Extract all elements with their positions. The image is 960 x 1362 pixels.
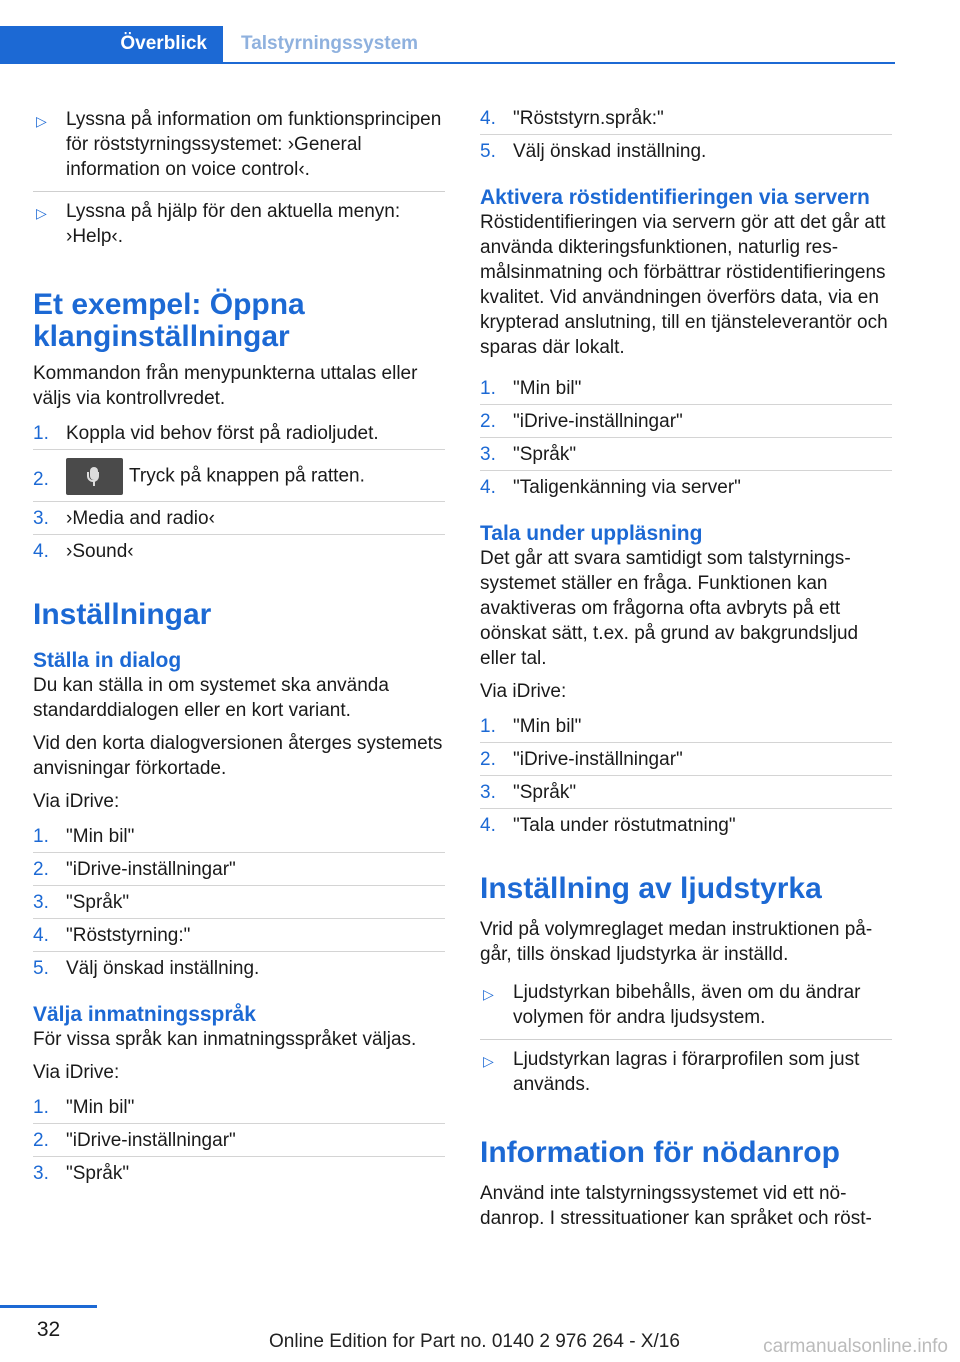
dialog-steps xyxy=(33,820,445,984)
continued-steps xyxy=(480,102,892,167)
paragraph-dialog-1: Du kan ställa in om systemet ska använda standarddialogen eller en kort variant. xyxy=(33,675,389,721)
heading-emergency: Information för nödanrop xyxy=(480,1136,840,1169)
heading-dialog: Ställa in dialog xyxy=(33,649,182,672)
online-edition-note: Online Edition for Part no. 0140 2 976 264 - X/16 xyxy=(269,1331,680,1352)
server-steps xyxy=(480,372,892,503)
right-column xyxy=(480,100,892,1231)
paragraph-server-recognition: Röstidentifieringen via servern gör att det går att använda dikteringsfunktionen, naturlig resmålsinmatning och förbättrar röstidentifieringens kvalitet. Vid användningen överförs data, via en krypterad anslutning, till en tjänsteleverantör och sparas där lokalt. xyxy=(480,212,888,358)
heading-input-language: Välja inmatningsspråk xyxy=(33,1003,256,1026)
footer-divider xyxy=(0,1305,97,1308)
triangle-right-icon: ▷ xyxy=(483,986,494,1002)
list-item: 2. "iDrive-inställningar" xyxy=(33,853,445,886)
list-item: ▷ Lyssna på information om funktionsprincipen för röststyrningssystemet: ›General information on voice control‹. xyxy=(33,100,445,192)
list-item: 4. "Röststyrning:" xyxy=(33,919,445,952)
input-steps xyxy=(33,1091,445,1189)
list-item: 2. Tryck på knappen på ratten. xyxy=(33,450,445,502)
list-item: 2. "iDrive-inställningar" xyxy=(33,1124,445,1157)
heading-server-recognition: Aktivera röstidentifieringen via servern xyxy=(480,186,870,209)
header-tabbar xyxy=(0,26,895,64)
talk-steps xyxy=(480,710,892,841)
list-item: 1. "Min bil" xyxy=(33,1091,445,1124)
list-item: ▷ Ljudstyrkan bibehålls, även om du ändrar volymen för andra ljudsystem. xyxy=(480,973,892,1040)
list-item: 1. "Min bil" xyxy=(480,710,892,743)
heading-settings: Inställningar xyxy=(33,598,212,631)
list-item: 3. ›Media and radio‹ xyxy=(33,502,445,535)
microphone-button-image xyxy=(66,458,123,495)
list-item: 1. "Min bil" xyxy=(480,372,892,405)
page-number: 32 xyxy=(36,1318,61,1341)
intro-bullet-list xyxy=(33,100,445,258)
tab-overview[interactable]: Överblick xyxy=(0,26,223,62)
heading-talk-during-readout: Tala under uppläsning xyxy=(480,522,703,545)
triangle-right-icon: ▷ xyxy=(36,205,47,221)
tab-voice-control[interactable]: Talstyrningssystem xyxy=(241,33,419,54)
heading-example: Et exempel: Öppna klanginställningar xyxy=(33,288,305,353)
list-item: 4. "Tala under röstutmatning" xyxy=(480,815,736,836)
list-item: 4. "Röststyrn.språk:" xyxy=(480,102,892,135)
list-item: 3. "Språk" xyxy=(480,438,892,471)
list-item: ▷ Ljudstyrkan lagras i förarprofilen som just används. xyxy=(483,1049,860,1095)
triangle-right-icon: ▷ xyxy=(36,113,47,129)
list-item: 2. "iDrive-inställningar" xyxy=(480,405,892,438)
list-item: 3. "Språk" xyxy=(33,1163,130,1184)
paragraph-example: Kommandon från menypunkterna uttalas eller väljs via kontrollvredet. xyxy=(33,363,418,409)
list-item: 3. "Språk" xyxy=(480,776,892,809)
list-item: 5. Välj önskad inställning. xyxy=(480,141,707,162)
paragraph-via-idrive: Via iDrive: xyxy=(33,791,120,812)
list-item: 4. "Taligenkänning via server" xyxy=(480,477,741,498)
list-item: 3. "Språk" xyxy=(33,886,445,919)
paragraph-volume: Vrid på volymreglaget medan instruktionen pågår, tills önskad ljudstyrka är inställd. xyxy=(480,919,873,965)
paragraph-input-language: För vissa språk kan inmatningsspråket väljas. xyxy=(33,1029,417,1050)
left-column xyxy=(33,100,445,1189)
list-item: 2. "iDrive-inställningar" xyxy=(480,743,892,776)
watermark: carmanualsonline.info xyxy=(763,1336,948,1357)
paragraph-via-idrive: Via iDrive: xyxy=(480,681,567,702)
list-item: 1. "Min bil" xyxy=(33,820,445,853)
list-item: 1. Koppla vid behov först på radioljudet. xyxy=(33,417,445,450)
list-item: ▷ Lyssna på hjälp för den aktuella menyn: ›Help‹. xyxy=(36,201,401,247)
paragraph-talk-during-readout: Det går att svara samtidigt som talstyrningssystemet ställer en fråga. Funktionen kan avaktiveras om frågorna ofta avbryts på ett oönskat sätt, t.ex. på grund av bakgrundsljud eller tal. xyxy=(480,548,859,669)
paragraph-via-idrive: Via iDrive: xyxy=(33,1062,120,1083)
triangle-right-icon: ▷ xyxy=(483,1053,494,1069)
volume-bullet-list xyxy=(480,973,892,1106)
list-item: 4. ›Sound‹ xyxy=(33,541,134,562)
example-steps xyxy=(33,417,445,567)
heading-volume: Inställning av ljudstyrka xyxy=(480,872,822,905)
paragraph-emergency: Använd inte talstyrningssystemet vid ett nödanrop. I stressituationer kan språket och röst- xyxy=(480,1183,872,1229)
paragraph-dialog-2: Vid den korta dialogversionen återges systemets anvisningar förkortade. xyxy=(33,733,443,779)
list-item: 5. Välj önskad inställning. xyxy=(33,958,260,979)
